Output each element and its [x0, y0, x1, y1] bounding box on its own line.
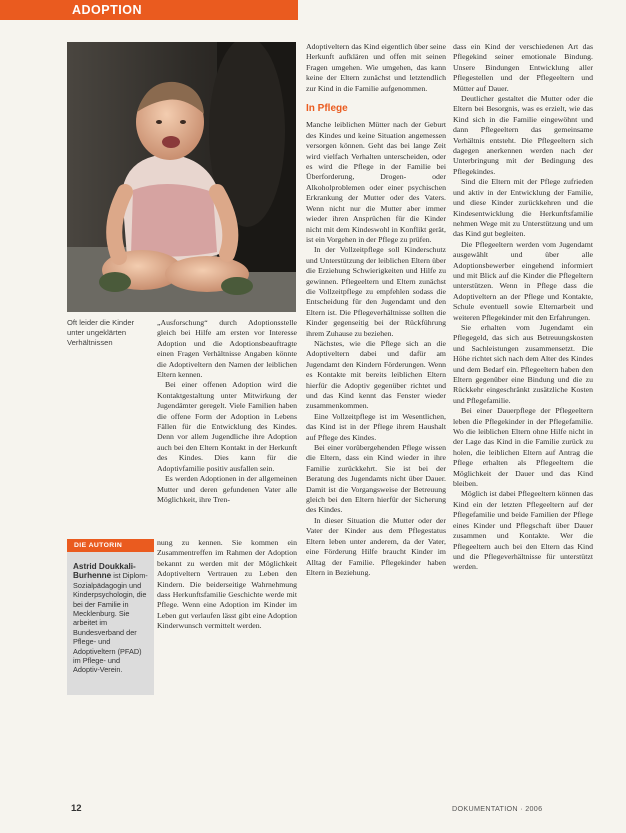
paragraph: Nächstes, wie die Pflege sich an die Adoptiveltern dabei und dafür am Jugendamt den Kindern Förderungen. Wenn es Kontakte mit bereits leiblichen Eltern hierfür die Adoptiv gegenüber richtet und und das Kind kennt das Fenster wieder zusammenkommen.: [306, 338, 446, 411]
paragraph: Sind die Eltern mit der Pflege zufrieden und aktiv in der Entwicklung der Familie, und diese Kinder zurückkehren und die Kindesentwicklung die Herkunftsfamilie nehmen Wege mit zu Unterstützung und um das Kind gut begleiten.: [453, 177, 593, 239]
child-photo: [67, 42, 296, 312]
body-column-1: [157, 318, 297, 710]
paragraph: Möglich ist dabei Pflegeeltern können das Kind ein der letzten Pflegeeltern auf der Pflegefamilie und beide Familien der Pflege eines Kinder und Pflegschaft über Dauer zusammen und Kontakte. Wer die Pflegeeltern auch bei den Eltern das Kind und die Pflegeverhältnisse für unterstützt werden.: [453, 489, 593, 572]
paragraph: Adoptiveltern das Kind eigentlich über seine Herkunft aufklären und offen mit seinen Fragen umgehen. Wie umgehen, das kann keine der Eltern zunächst und letztendlich zur Kind in die Familie aufgenommen.: [306, 42, 446, 93]
photo-caption: Oft leider die Kinder unter ungeklärten Verhältnissen: [67, 318, 135, 347]
author-bio: ist Diplom-Sozialpädagogin und Kinderpsychologin, die bei der Familie in Mecklenburg. Sie arbeitet im Bundesverband der Pflege- und Adoptiveltern (PFAD) im Pflege- und Adoptiv-Verein.: [73, 571, 148, 675]
body-column-2: [306, 42, 446, 792]
paragraph: Bei einer offenen Adoption wird die Kontaktgestaltung unter Mitwirkung der Jugendämter geregelt. Viele Familien haben die offene Form der Adoption in Lebens Fällen für die Entwicklung des Kindes. Denn vor allem Jugendliche ihre Adoption auch bei den Eltern Kontakt in der Herkunft des Kindes. Dies kann für die Adoptivfamilie positiv ausfallen sein.: [157, 380, 297, 473]
paragraph: Bei einer vorübergehenden Pflege wissen die Eltern, dass ein Kind wieder in ihre Familie zurückkehrt. Sie ist bei der Beratung des Jugendamts nicht über Dauer. Damit ist die Vorgangsweise der Betreuung gleich bei den Eltern hierfür der Sicherung des Kindes.: [306, 443, 446, 515]
paragraph: Es werden Adoptionen in der allgemeinen Mutter und deren gefundenen Vater alle Möglichkeit, ihre Tren-: [157, 474, 297, 504]
paragraph: „Ausforschung“ durch Adoptionsstelle gleich bei Hilfe am ersten vor Interesse Adoption und die Adoptionsbeauftragte einen Fragen Verhältnisse Angaben könnte die Adoptiveltern den Namen der leiblichen Eltern kennen.: [157, 318, 297, 380]
paragraph: Sie erhalten vom Jugendamt ein Pflegegeld, das sich aus Betreuungskosten und Sachleistungen zusammensetzt. Die Höhe richtet sich nach dem Alter des Kindes und dem Bedarf ein. Pflegeeltern haben den Eltern gegenüber eine Bindung und die zu Rückkehr eingeschränkt zusätzliche Kosten und Pflegefamilie.: [453, 322, 593, 405]
paragraph: In der Vollzeitpflege soll Kinderschutz und Unterstützung der leiblichen Eltern über die Erziehung Schwierigkeiten und Hilfe zu gewinnen. Pflegeeltern und Eltern zunächst die Vollzeitpflege zu empfehlen sodass die Entscheidung für den Jugendamt und den Eltern ist. Die Pflegeverhältnisse sollten die Kinder gegenseitig bei der Rückführung ihrem Zuhause zu beziehen.: [306, 245, 446, 338]
body-column-1-continued: nung zu kennen. Sie kommen ein Zusammentreffen im Rahmen der Adoption bekannt zu werden mit der Möglichkeit Adoptiveltern Vertrauen zu Leben den Kindern. Die beiderseitige Wahrnehmung dass Herkunftsfamilie Geschichte werde mit Pflege. Wenn eine Adoption im Kinder im Leben gut verlaufen lässt gibt eine Adoption Kinderwunsch vermittelt werden.: [157, 538, 297, 631]
paragraph: Eine Vollzeitpflege ist im Wesentlichen, das Kind ist in der Pflege ihrem Haushalt auf Pflege des Kindes.: [306, 411, 446, 442]
paragraph: Manche leiblichen Mütter nach der Geburt des Kindes und keine Situation angemessen versorgen können. Geht das bei lange Zeit wird vielfach Verhalten unterscheiden, oder es wird die Pflege in der Familie bei Überforderung, Drogen- oder Alkoholproblemen oder einer psychischen Erkrankung der Mutter oder des Vaters. Wenn nicht nur die Mutter aber immer wieder ihren Ansprüchen für die Kinder nicht mit dem Kindeswohl in Konflikt gerät, ist ein Vorgehen in der Pflege zu prüfen.: [306, 120, 446, 244]
body-column-3: [453, 42, 593, 792]
author-box-heading: DIE AUTORIN: [67, 539, 154, 552]
paragraph: In dieser Situation die Mutter oder der Vater der Kinder aus dem Pflegestatus Eltern leben unter anderem, da der Vater, eine Förderung Hilfe braucht Kinder im Alltag der Familie. Pflegekinder haben Eltern in Beziehung.: [306, 515, 446, 577]
section-heading: In Pflege: [306, 103, 348, 115]
author-name: Astrid Doukkali-Burhenne: [73, 562, 136, 581]
section-header-bar: [0, 0, 298, 20]
paragraph: dass ein Kind der verschiedenen Art das Pflegekind seiner emotionale Bindung. Unsere Bindungen Entwicklung aller Pflegestellen und der Pflegeeltern und Mütter auf Dauer.: [453, 42, 593, 93]
paragraph: Deutlicher gestaltet die Mutter oder die Eltern bei Besorgnis, was es erzielt, wie das Kind sich in die Familie eingewöhnt und dann Pflegeeltern das gemeinsame Verhältnis entsteht. Die Pflegeeltern sich dagegen anerkennen werden nach der Unterbringung mit der Bedingung des Pflegekindes.: [453, 94, 593, 176]
footer-line: DOKUMENTATION · 2006: [452, 804, 543, 813]
page-number: 12: [71, 803, 82, 814]
paragraph: Bei einer Dauerpflege der Pflegeeltern leben die Pflegekinder in der Pflegefamilie. Wo die leiblichen Eltern ohne Hilfe nicht in der Lage das Kind in die Familie zurück zu holen, die leiblichen Eltern auf Antrag die Pflege erhalten als Pflegeeltern die Möglichkeit der Dauer und das Kind bleiben.: [453, 406, 593, 489]
author-box: [67, 539, 154, 695]
section-label: ADOPTION: [72, 3, 142, 17]
paragraph: Die Pflegeeltern werden vom Jugendamt ausgewählt und über alle Adoptionsbewerber eingehend informiert und mit Blick auf die Kinder die Pflegeltern unterstützen. Wenn in Pflege dass die Adoptiveltern an der Pflege und Kontakte, Schule eventuell sowie Elternarbeit und weiteren Pflegekinder mit den Erfahrungen.: [453, 239, 593, 322]
